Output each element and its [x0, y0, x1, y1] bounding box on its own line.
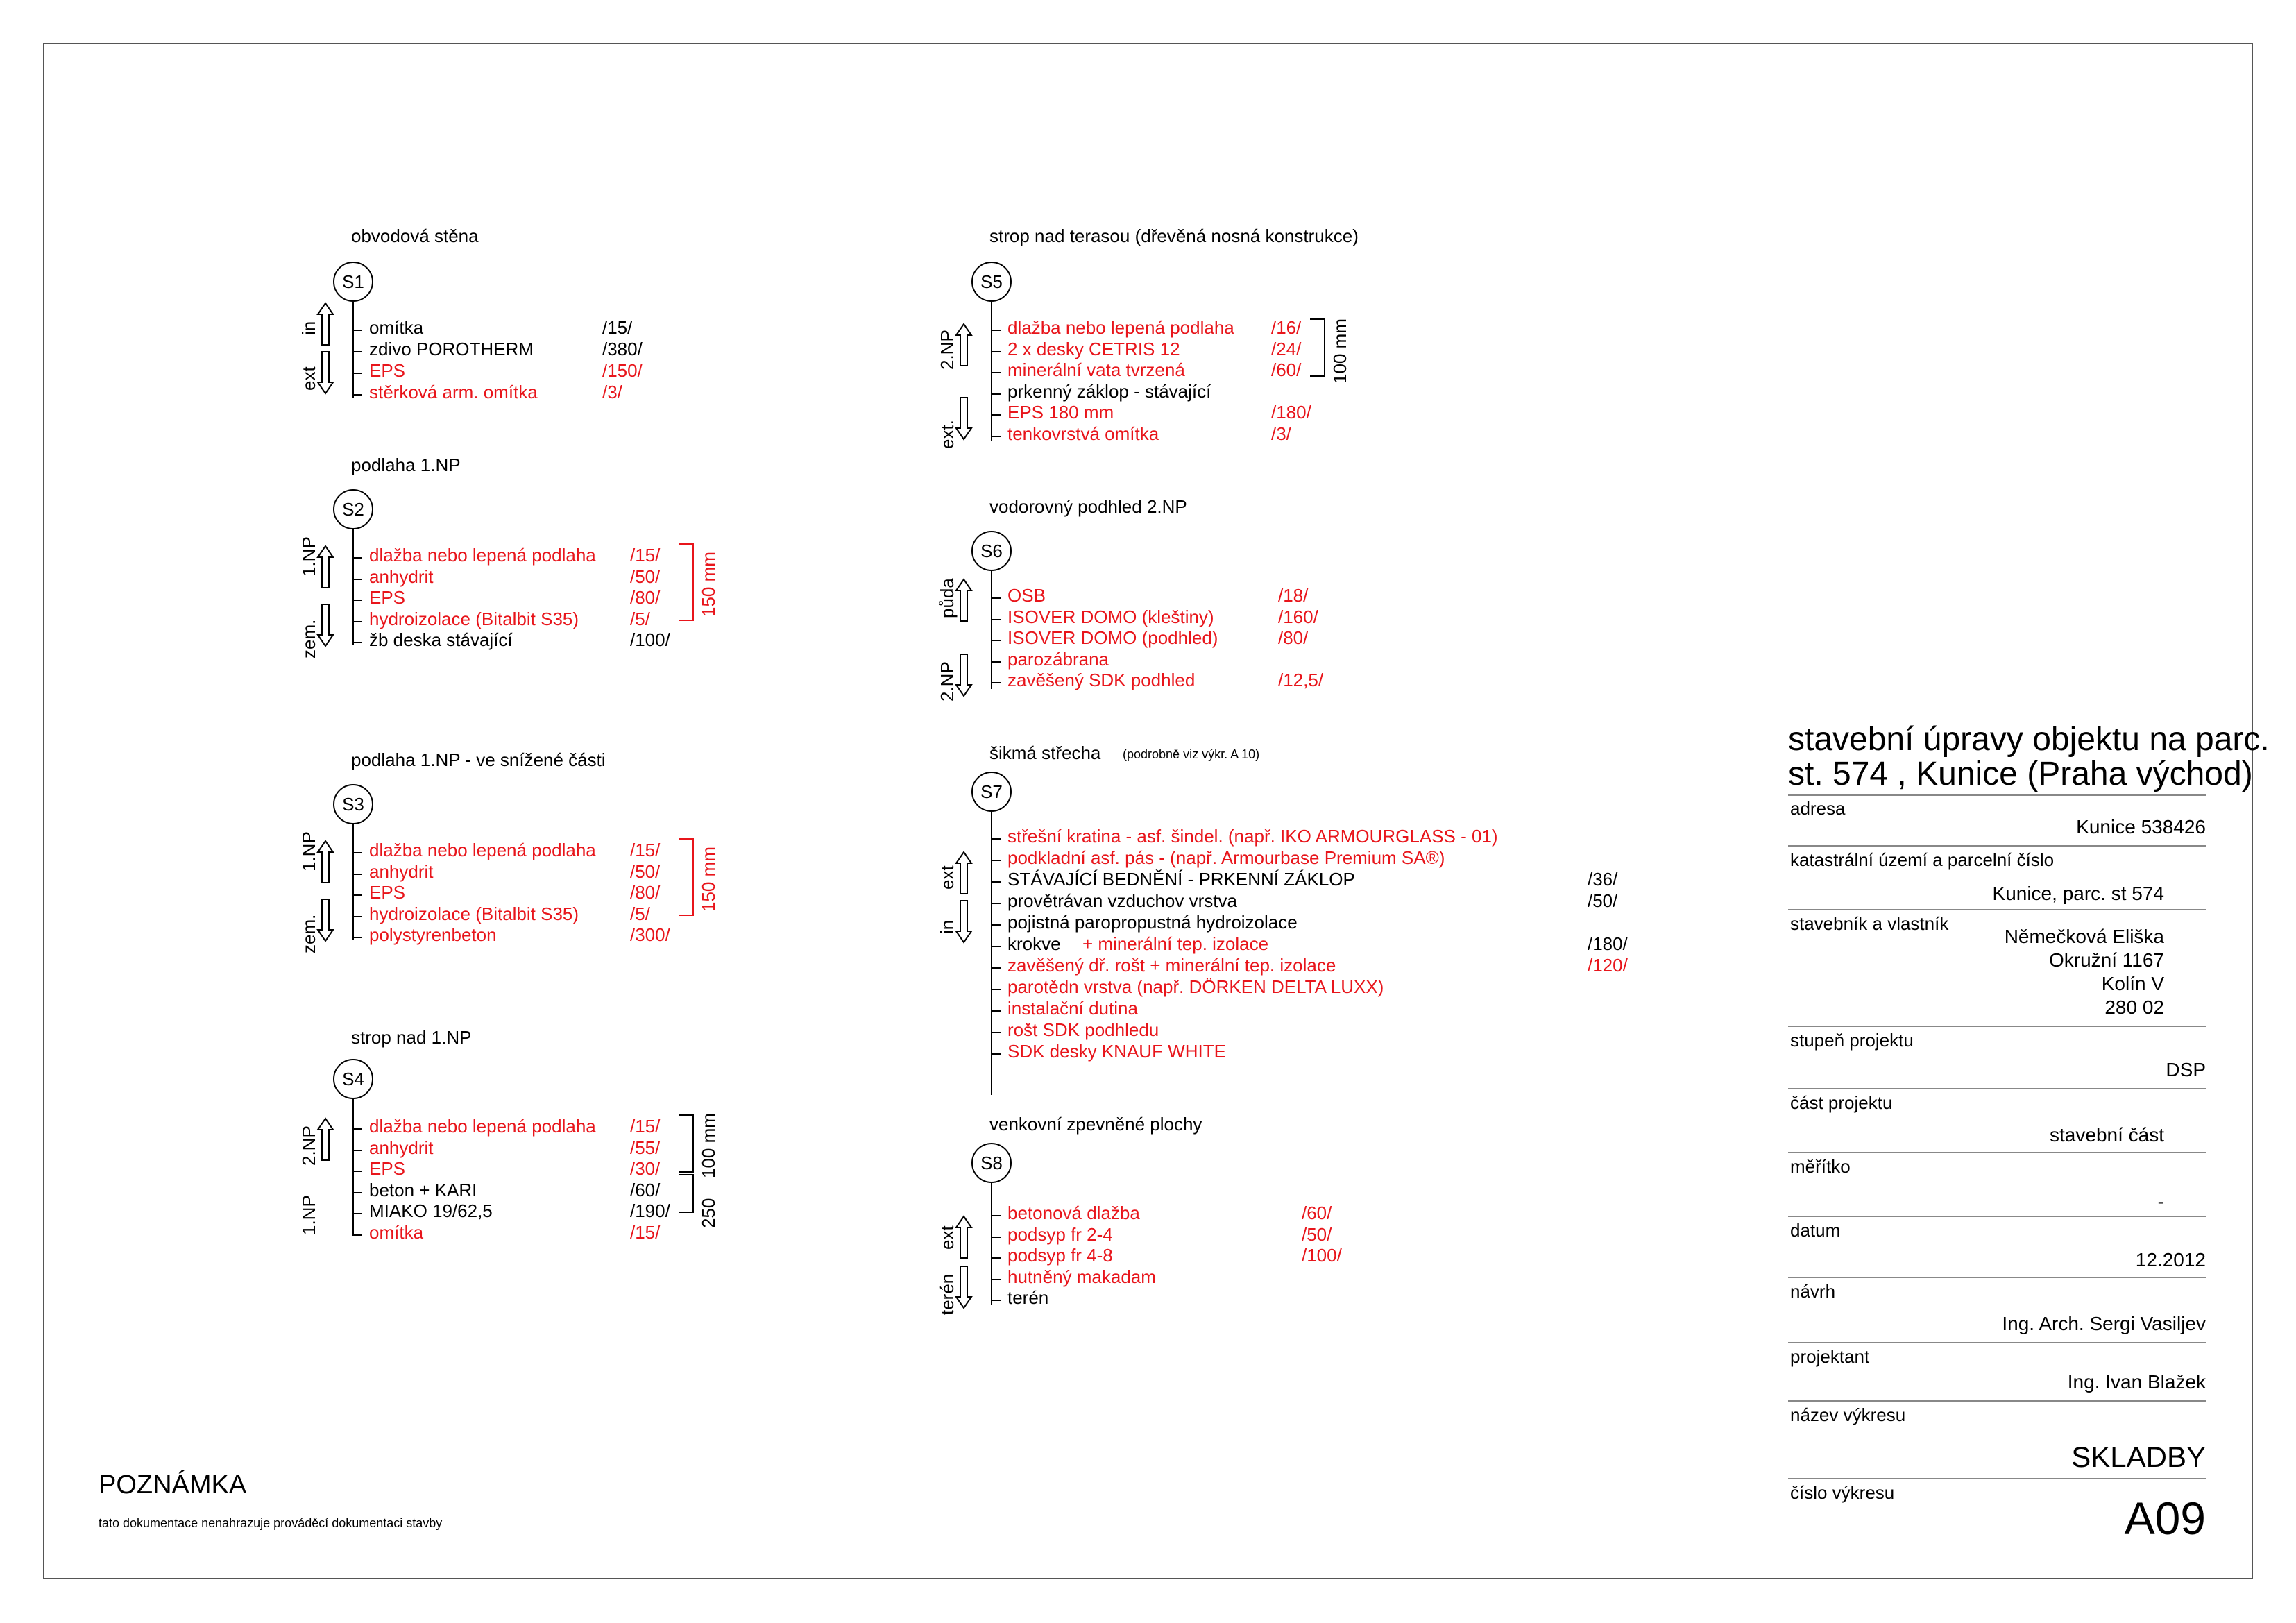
thickness-bracket [679, 838, 694, 916]
layer-tick [352, 894, 362, 896]
layer-name: EPS [369, 360, 406, 381]
arrow-up-icon [955, 578, 973, 622]
date-label: datum [1790, 1220, 1841, 1241]
thickness-label: 100 mm [1329, 318, 1350, 384]
layer-name: dlažba nebo lepená podlaha [369, 1116, 596, 1137]
section-code-badge: S5 [971, 262, 1012, 302]
cadastre-label: katastrální území a parcelní číslo [1790, 849, 2055, 870]
divider [1788, 1478, 2206, 1479]
divider [1788, 794, 2206, 796]
divider [1788, 1277, 2206, 1278]
arrow-up-icon [316, 302, 334, 346]
layer-tick [352, 1150, 362, 1151]
arrow-down-icon [955, 899, 973, 944]
layer-leader-line [352, 302, 354, 398]
layer-leader-line [991, 1183, 992, 1305]
section-title: podlaha 1.NP - ve snížené části [351, 749, 606, 770]
layer-tick [991, 967, 1001, 969]
layer-leader-line [352, 1099, 354, 1235]
thickness-label: 100 mm [698, 1113, 719, 1178]
layer-name: betonová dlažba [1007, 1203, 1140, 1223]
layer-thickness: /80/ [1278, 627, 1309, 648]
project-title-line-1: stavební úpravy objektu na parc. [1788, 721, 2270, 758]
direction-label-bottom: ext. [937, 420, 958, 449]
layer-name: hutněný makadam [1007, 1266, 1156, 1287]
sheet-border [43, 43, 2253, 1579]
direction-label-bottom: ext [298, 366, 319, 391]
direction-label-bottom: zem. [298, 914, 319, 953]
arrow-down-icon [316, 898, 334, 942]
layer-tick [352, 600, 362, 601]
arrow-up-icon [316, 545, 334, 589]
divider [1788, 1152, 2206, 1153]
arrow-down-icon [955, 653, 973, 697]
divider [1788, 1342, 2206, 1343]
section-code-badge: S2 [333, 489, 373, 529]
layer-thickness: /60/ [630, 1179, 661, 1200]
thickness-label: 150 mm [698, 552, 719, 617]
layer-thickness: /3/ [602, 382, 622, 402]
section-title: podlaha 1.NP [351, 454, 461, 475]
divider [1788, 1216, 2206, 1217]
layer-thickness: /5/ [630, 903, 650, 924]
layer-thickness: /15/ [630, 1116, 661, 1137]
layer-thickness: /60/ [1302, 1203, 1332, 1223]
layer-tick [991, 414, 1001, 416]
arrow-up-icon [316, 1117, 334, 1162]
drawing-number-label: číslo výkresu [1790, 1482, 1895, 1503]
layer-thickness: /24/ [1271, 338, 1302, 359]
layer-name: SDK desky KNAUF WHITE [1007, 1041, 1226, 1062]
section-subtitle: (podrobně viz výkr. A 10) [1123, 747, 1260, 761]
layer-name: hydroizolace (Bitalbit S35) [369, 903, 579, 924]
layer-thickness: /50/ [1302, 1223, 1332, 1245]
owner-label: stavebník a vlastník [1790, 913, 1949, 934]
layer-name: krokve [1007, 933, 1061, 954]
scale-label: měřítko [1790, 1156, 1851, 1177]
layer-thickness: /12,5/ [1278, 670, 1324, 690]
layer-name: EPS [369, 587, 406, 608]
layer-tick [991, 838, 1001, 840]
layer-name: dlažba nebo lepená podlaha [369, 840, 596, 860]
layer-name: anhydrit [369, 566, 434, 587]
layer-tick [991, 1053, 1001, 1055]
thickness-bracket [679, 1114, 694, 1173]
layer-tick [991, 1300, 1001, 1301]
layer-tick [991, 1257, 1001, 1259]
layer-name: pojistná paropropustná hydroizolace [1007, 912, 1298, 933]
layer-name: zdivo POROTHERM [369, 339, 534, 359]
layer-thickness: /80/ [630, 587, 661, 608]
layer-tick [352, 394, 362, 396]
owner-zip: 280 02 [2104, 996, 2164, 1018]
direction-label-top: 1.NP [298, 831, 319, 872]
layer-tick [991, 1237, 1001, 1238]
layer-tick [991, 1032, 1001, 1033]
layer-name: minerální vata tvrzená [1007, 359, 1185, 380]
layer-name: STÁVAJÍCÍ BEDNĚNÍ - PRKENNÍ ZÁKLOP [1007, 869, 1355, 890]
layer-name: podsyp fr 2-4 [1007, 1223, 1113, 1245]
layer-thickness: /50/ [630, 566, 661, 587]
layer-thickness: /180/ [1588, 933, 1628, 954]
arrow-down-icon [955, 1265, 973, 1309]
layer-tick [352, 1234, 362, 1236]
layer-name: anhydrit [369, 860, 434, 882]
layer-name: prkenný záklop - stávající [1007, 380, 1211, 402]
owner-city: Kolín V [2101, 973, 2164, 994]
layer-tick [991, 989, 1001, 990]
layer-tick [991, 903, 1001, 904]
direction-label-bottom: in [937, 919, 958, 934]
divider [1788, 845, 2206, 847]
note-title: POZNÁMKA [99, 1470, 247, 1499]
layer-tick [352, 937, 362, 938]
note-text: tato dokumentace nenahrazuje prováděcí dokumentaci stavby [99, 1516, 443, 1530]
designer-value: Ing. Ivan Blažek [2067, 1371, 2206, 1393]
direction-label-top: in [298, 321, 319, 335]
layer-thickness: /380/ [602, 339, 643, 359]
section-code-badge: S8 [971, 1143, 1012, 1183]
layer-name: dlažba nebo lepená podlaha [369, 545, 596, 566]
layer-thickness: /60/ [1271, 359, 1302, 380]
section-title: šikmá střecha [989, 742, 1101, 763]
layer-tick [991, 860, 1001, 861]
layer-name: ISOVER DOMO (podhled) [1007, 627, 1218, 648]
direction-label-bottom: 2.NP [937, 661, 958, 702]
layer-thickness: /30/ [630, 1158, 661, 1179]
thickness-label: 150 mm [698, 847, 719, 912]
layer-name: beton + KARI [369, 1179, 477, 1200]
layer-leader-line [352, 824, 354, 940]
layer-thickness: /18/ [1278, 585, 1309, 606]
section-code-badge: S6 [971, 531, 1012, 571]
drawing-name-value: SKLADBY [2071, 1441, 2206, 1473]
design-label: návrh [1790, 1281, 1836, 1302]
direction-label-top: ext [937, 1225, 958, 1250]
arrow-down-icon [316, 603, 334, 647]
layer-thickness: /50/ [630, 860, 661, 882]
section-code-badge: S7 [971, 772, 1012, 812]
part-value: stavební část [2050, 1124, 2164, 1146]
part-label: část projektu [1790, 1092, 1893, 1113]
direction-label-top: 2.NP [298, 1125, 319, 1166]
address-value: Kunice 538426 [2076, 816, 2206, 838]
layer-tick [352, 1192, 362, 1193]
direction-label-top: 2.NP [937, 330, 958, 370]
layer-thickness: /16/ [1271, 317, 1302, 338]
direction-label-top: 1.NP [298, 536, 319, 577]
layer-thickness: /15/ [630, 1221, 661, 1243]
arrow-down-icon [955, 396, 973, 441]
layer-name: střešní kratina - asf. šindel. (např. IKO ARMOURGLASS - 01) [1007, 826, 1498, 847]
layer-name: instalační dutina [1007, 998, 1138, 1019]
stage-label: stupeň projektu [1790, 1030, 1914, 1051]
arrow-up-icon [955, 1215, 973, 1259]
layer-thickness: /160/ [1278, 606, 1318, 627]
layer-tick [352, 1171, 362, 1172]
layer-name: rošt SDK podhledu [1007, 1019, 1159, 1040]
direction-label-bottom: terén [937, 1273, 958, 1315]
address-label: adresa [1790, 798, 1846, 819]
layer-name: polystyrenbeton [369, 924, 497, 945]
layer-name: 2 x desky CETRIS 12 [1007, 338, 1180, 359]
layer-name: OSB [1007, 585, 1046, 606]
layer-thickness: /55/ [630, 1137, 661, 1158]
thickness-bracket [679, 1174, 694, 1213]
direction-label-top: půda [937, 578, 958, 618]
layer-tick [991, 1010, 1001, 1012]
design-value: Ing. Arch. Sergi Vasiljev [2002, 1313, 2206, 1334]
layer-thickness: /15/ [630, 840, 661, 860]
layer-thickness: /3/ [1271, 423, 1291, 444]
layer-tick [991, 946, 1001, 947]
layer-name: MIAKO 19/62,5 [369, 1200, 493, 1221]
layer-tick [352, 351, 362, 352]
layer-leader-line [991, 302, 992, 441]
section-title: vodorovný podhled 2.NP [989, 496, 1187, 517]
layer-name: hydroizolace (Bitalbit S35) [369, 608, 579, 629]
layer-thickness: /190/ [630, 1200, 670, 1221]
section-code-badge: S4 [333, 1059, 373, 1099]
layer-tick [991, 330, 1001, 331]
owner-street: Okružní 1167 [2048, 949, 2164, 971]
layer-name: EPS 180 mm [1007, 402, 1114, 423]
section-code-badge: S1 [333, 262, 373, 302]
layer-thickness: /120/ [1588, 955, 1628, 976]
layer-name: EPS [369, 1158, 406, 1179]
layer-name: omítka [369, 317, 424, 338]
stage-value: DSP [2166, 1059, 2206, 1080]
layer-name: parotědn vrstva (např. DÖRKEN DELTA LUXX) [1007, 976, 1384, 997]
layer-name: terén [1007, 1287, 1049, 1308]
layer-tick [991, 619, 1001, 620]
layer-tick [352, 621, 362, 622]
arrow-down-icon [316, 350, 334, 395]
layer-tick [352, 916, 362, 917]
thickness-bracket [1310, 318, 1325, 377]
layer-thickness: /150/ [602, 360, 643, 381]
cadastre-value: Kunice, parc. st 574 [1992, 883, 2164, 904]
layer-tick [352, 557, 362, 559]
divider [1788, 1026, 2206, 1027]
layer-tick [991, 372, 1001, 373]
layer-name: parozábrana [1007, 648, 1109, 670]
divider [1788, 1400, 2206, 1402]
divider [1788, 909, 2206, 910]
layer-extra: + minerální tep. izolace [1082, 933, 1269, 954]
designer-label: projektant [1790, 1346, 1870, 1367]
divider [1788, 1088, 2206, 1089]
thickness-label: 250 [698, 1198, 719, 1228]
layer-tick [352, 874, 362, 875]
layer-name: anhydrit [369, 1137, 434, 1158]
layer-tick [352, 330, 362, 331]
drawing-name-label: název výkresu [1790, 1404, 1906, 1425]
layer-name: ISOVER DOMO (kleštiny) [1007, 606, 1214, 627]
drawing-number-value: A09 [2124, 1493, 2206, 1544]
layer-name: stěrková arm. omítka [369, 382, 538, 402]
section-title: strop nad terasou (dřevěná nosná konstrukce) [989, 226, 1359, 246]
layer-thickness: /36/ [1588, 869, 1618, 890]
layer-leader-line [991, 812, 992, 1095]
date-value: 12.2012 [2135, 1249, 2206, 1271]
layer-tick [991, 597, 1001, 599]
layer-tick [991, 351, 1001, 352]
layer-leader-line [991, 571, 992, 689]
section-title: obvodová stěna [351, 226, 479, 246]
layer-name: tenkovrstvá omítka [1007, 423, 1159, 444]
direction-label-top: ext [937, 865, 958, 890]
layer-thickness: /15/ [630, 545, 661, 566]
project-title-line-2: st. 574 , Kunice (Praha východ) [1788, 756, 2253, 792]
layer-name: zavěšený SDK podhled [1007, 670, 1196, 690]
thickness-bracket [679, 543, 694, 621]
scale-value: - [2157, 1191, 2164, 1212]
layer-thickness: /180/ [1271, 402, 1311, 423]
layer-tick [352, 579, 362, 580]
layer-tick [991, 640, 1001, 641]
layer-tick [991, 1279, 1001, 1280]
direction-label-bottom: zem. [298, 619, 319, 658]
direction-label-bottom: 1.NP [298, 1195, 319, 1235]
layer-name: podsyp fr 4-8 [1007, 1245, 1113, 1266]
layer-thickness: /5/ [630, 608, 650, 629]
layer-thickness: /15/ [602, 317, 633, 338]
layer-tick [352, 642, 362, 643]
layer-name: zavěšený dř. rošt + minerální tep. izolace [1007, 955, 1336, 976]
layer-name: provětrávan vzduchov vrstva [1007, 890, 1237, 911]
layer-tick [352, 852, 362, 853]
layer-tick [991, 1215, 1001, 1216]
arrow-up-icon [316, 840, 334, 884]
layer-name: podkladní asf. pás - (např. Armourbase Premium SA®) [1007, 847, 1445, 868]
layer-thickness: /100/ [630, 629, 670, 650]
owner-name: Němečková Eliška [2004, 926, 2164, 947]
layer-tick [352, 1213, 362, 1214]
layer-tick [991, 436, 1001, 437]
layer-leader-line [352, 529, 354, 645]
layer-thickness: /50/ [1588, 890, 1618, 911]
layer-thickness: /300/ [630, 924, 670, 945]
section-code-badge: S3 [333, 784, 373, 824]
section-title: strop nad 1.NP [351, 1027, 472, 1048]
arrow-up-icon [955, 851, 973, 895]
layer-thickness: /100/ [1302, 1245, 1342, 1266]
layer-tick [991, 881, 1001, 883]
layer-tick [991, 924, 1001, 926]
layer-tick [352, 373, 362, 374]
layer-name: omítka [369, 1221, 424, 1243]
section-title: venkovní zpevněné plochy [989, 1114, 1202, 1135]
layer-name: dlažba nebo lepená podlaha [1007, 317, 1234, 338]
layer-name: žb deska stávající [369, 629, 513, 650]
arrow-up-icon [955, 323, 973, 367]
layer-tick [991, 393, 1001, 395]
layer-name: EPS [369, 882, 406, 903]
layer-tick [352, 1128, 362, 1130]
layer-tick [991, 661, 1001, 663]
layer-tick [991, 682, 1001, 683]
layer-thickness: /80/ [630, 882, 661, 903]
